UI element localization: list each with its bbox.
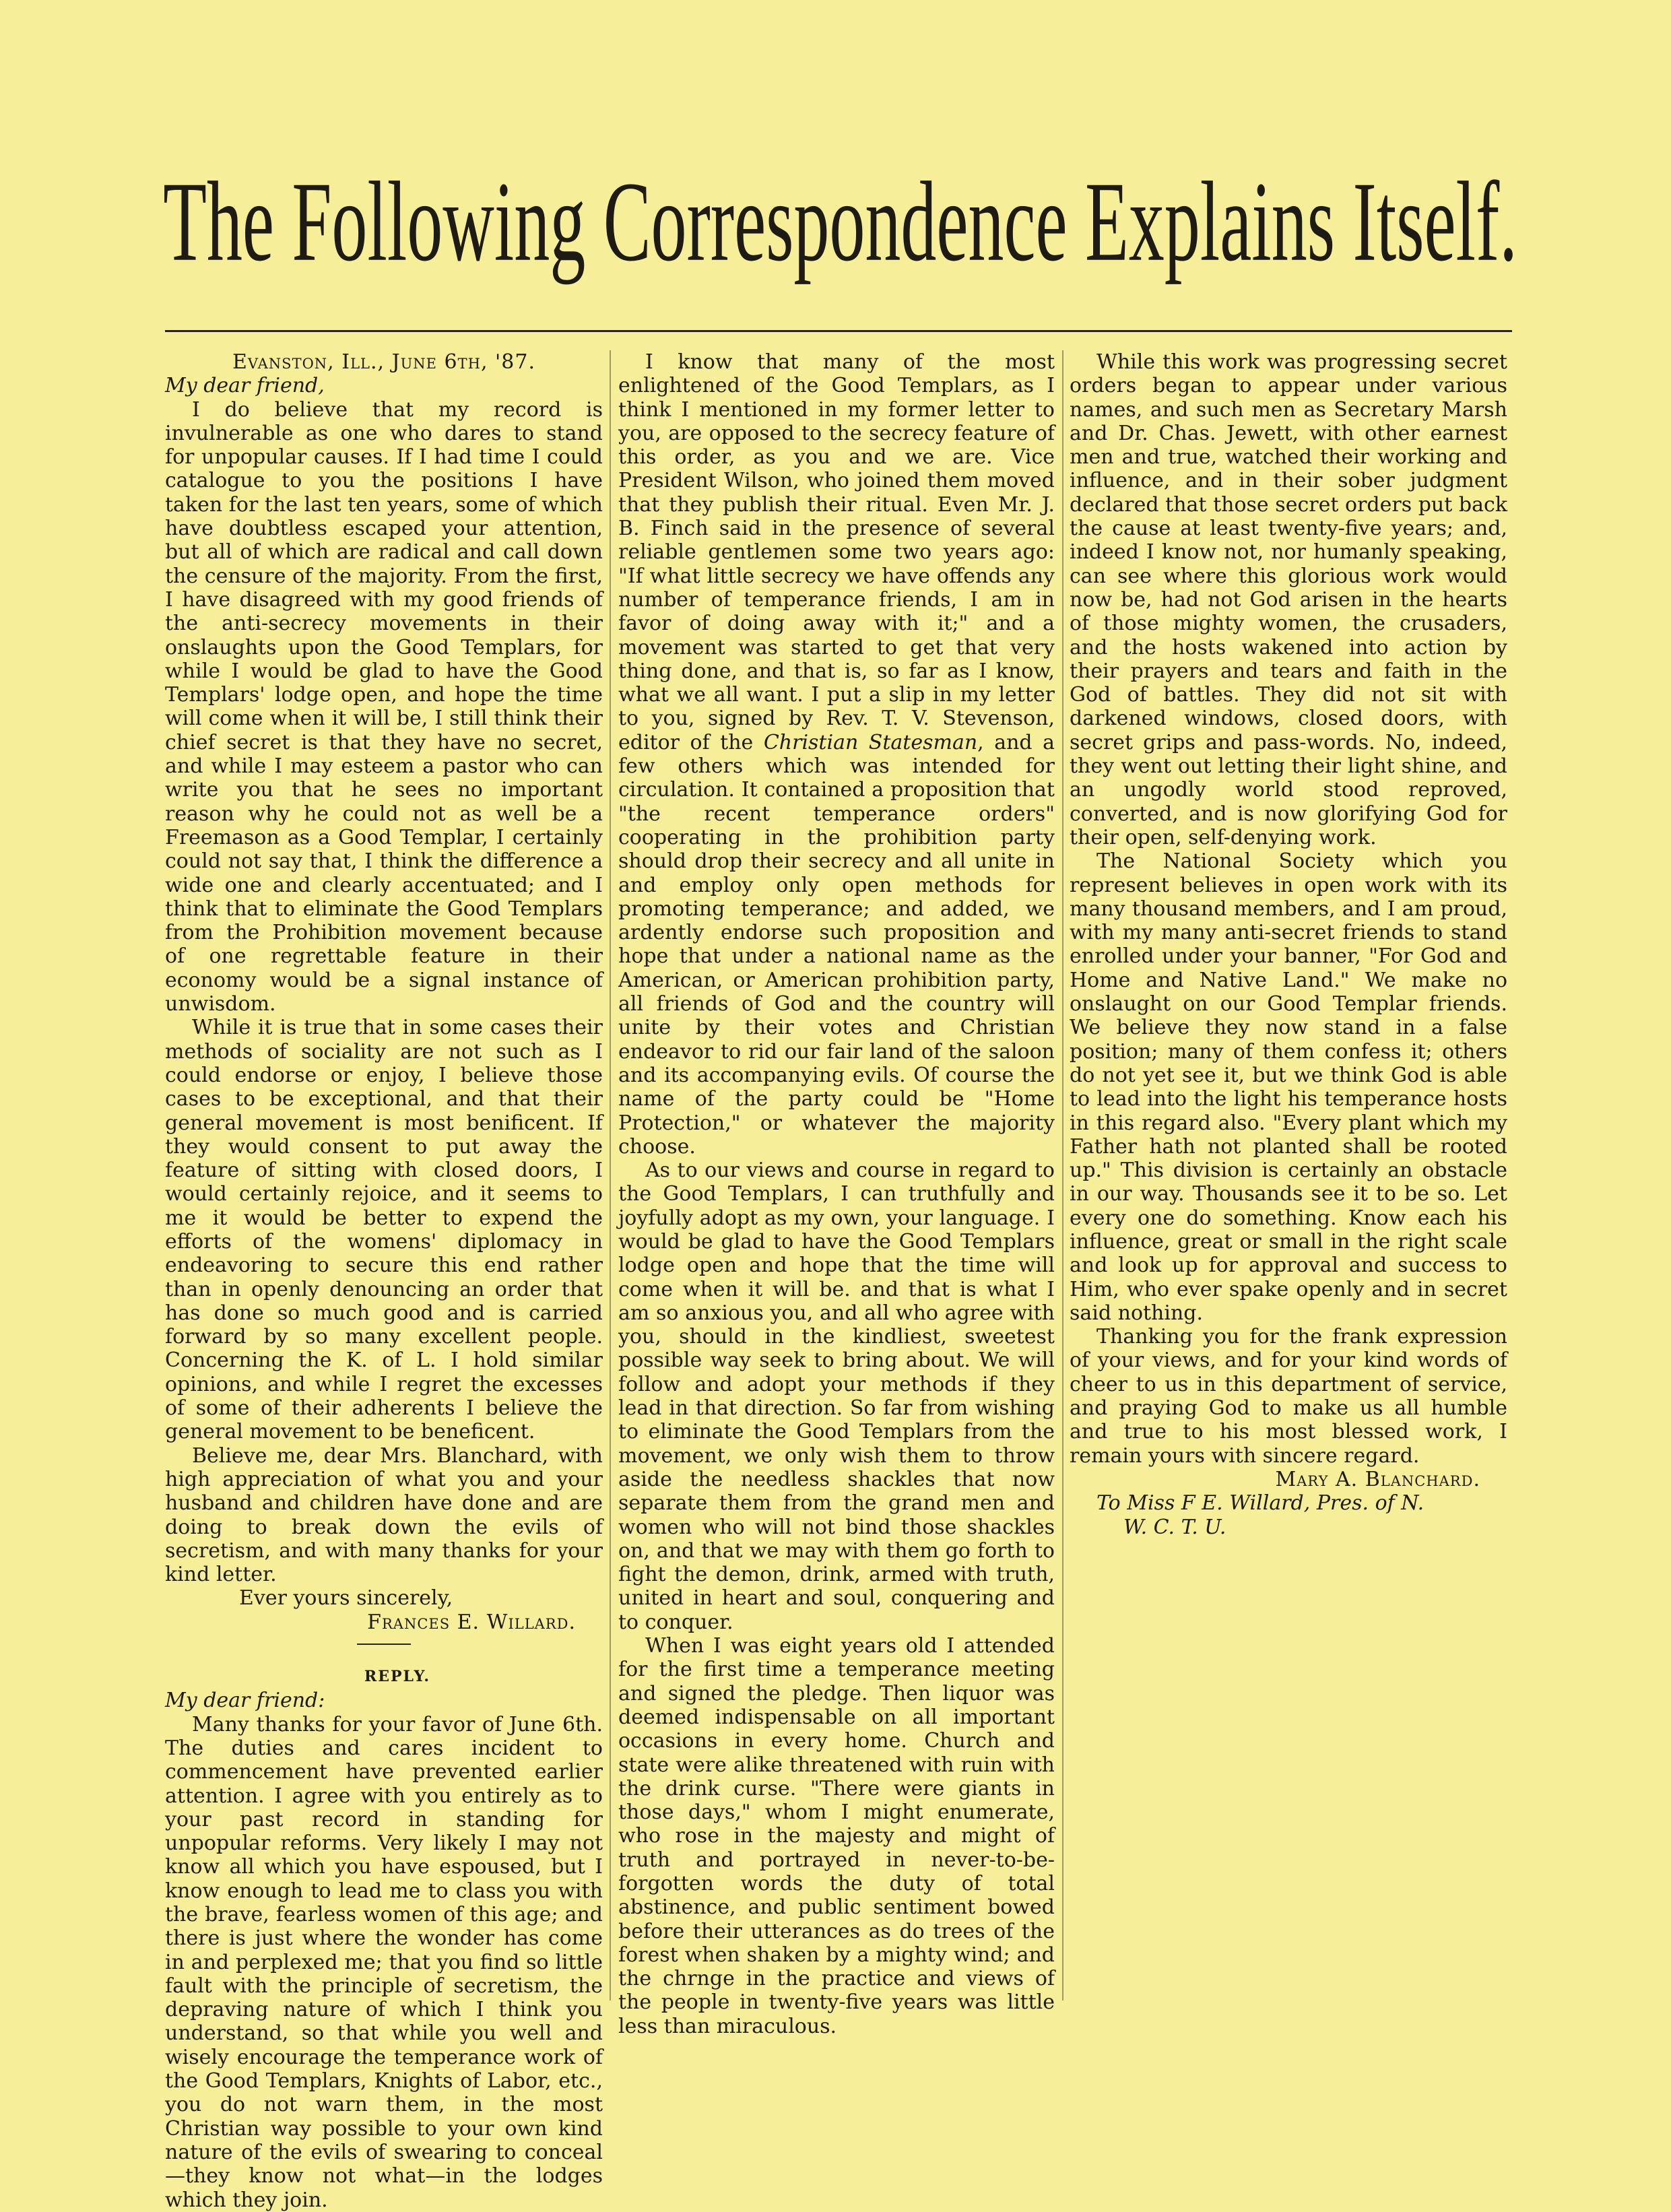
section-divider [357, 1644, 411, 1645]
letter-paragraph-3: Believe me, dear Mrs. Blanchard, with high appreciation of what you and your husband and children have done and are doing to break down the evils of secretism, and with many thanks for your kind letter. [165, 1443, 603, 1587]
letter-closing: Ever yours sincerely, [239, 1586, 453, 1611]
reply-paragraph-4: When I was eight years old I attended for the first time a temperance meeting and signed the pledge. Then liquor was deemed indispensable on all important occasions in every home. Church and state were alike threatened with ruin with the drink curse. "There were giants in those days," whom I might enumerate, who rose in the majesty and might of truth and portrayed in never-to-be-forgotten words the duty of total abstinence, and public sentiment bowed before their utterances as do trees of the forest when shaken by a mighty wind; and the chrnge in the practice and views of the people in twenty-five years was little less than miraculous. [618, 1634, 1055, 2038]
reply-paragraph-5: While this work was progressing secret orders began to appear under various names, and such men as Secretary Marsh and Dr. Chas. Jewett, with other earnest men and true, watched their working and influence, and in their sober judgment declared that those secret orders put back the cause at least twenty-five years; and, indeed I know not, nor humanly speaking, can see where this glorious work would now be, had not God arisen in the hearts of those mighty women, the crusaders, and the hosts wakened into action by their prayers and tears and faith in the God of battles. They did not sit with darkened windows, closed doors, with secret grips and pass-words. No, indeed, they went out letting their light shine, and an ungodly world stood reproved, converted, and is now glorifying God for their open, self-denying work. [1070, 350, 1507, 849]
column-divider-2 [1062, 350, 1063, 2000]
reply-paragraph-2-part-b: , and a few others which was intended for circulation. It contained a proposition that "the recent temperance orders" cooperating in the prohibition party should drop their secrecy and all unite in and employ only open methods for promoting temperance; and added, we ardently endorse such proposition and hope that under a national name as the American, or American prohibition party, all friends of God and the country will unite by their votes and Christian endeavor to rid our fair land of the saloon and its accompanying evils. Of course the name of the party could be "Home Protection," or whatever the majority choose. [618, 730, 1055, 1159]
letter-salutation: My dear friend, [165, 374, 325, 398]
reply-address-line-1: To Miss F E. Willard, Pres. of N. [1096, 1491, 1424, 1516]
reply-address [1070, 1491, 1507, 1539]
column-1 [165, 350, 603, 2212]
reply-paragraph-6: The National Society which you represent believes in open work with its many thousand members, and I am proud, with my many anti-secret friends to stand enrolled under your banner, "For God and Home and Native Land." We make no onslaught on our Good Templar friends. We believe they now stand in a false position; many of them confess it; others do not yet see it, but we think God is able to lead into the light his temperance hosts in this regard also. "Every plant which my Father hath not planted shall be rooted up." This division is certainly an obstacle in our way. Thousands see it to be so. Let every one do something. Know each his influence, great or small in the right scale and look up for approval and success to Him, who ever spake openly and in secret said nothing. [1070, 849, 1507, 1325]
column-divider-1 [610, 350, 611, 2000]
letter-signature: Frances E. Willard. [367, 1610, 576, 1634]
column-3 [1070, 350, 1507, 2021]
reply-heading: REPLY. [364, 1668, 431, 1686]
reply-signature: Mary A. Blanchard. [1275, 1467, 1480, 1491]
letter-paragraph-1: I do believe that my record is invulnerable as one who dares to stand for unpopular causes. If I had time I could catalogue to you the positions I have taken for the last ten years, some of which have doubtless escaped your attention, but all of which are radical and call down the censure of the majority. From the first, I have disagreed with my good friends of the anti-secrecy movements in their onslaughts upon the Good Templars, for while I would be glad to have the Good Templars' lodge open, and hope the time will come when it will be, I still think their chief secret is that they have no secret, and while I may esteem a pastor who can write you that he sees no important reason why he could not as well be a Freemason as a Good Templar, I certainly could not say that, I think the difference a wide one and clearly accentuated; and I think that to eliminate the Good Templars from the Prohibition movement because of one regrettable feature in their economy would be a signal instance of unwisdom. [165, 397, 603, 1016]
reply-paragraph-2-part-a: I know that many of the most enlightened of the Good Templars, as I think I mentioned in my former letter to you, are opposed to the secrecy feature of this order, as you and we are. Vice President Wilson, who joined them moved that they publish their ritual. Even Mr. J. B. Finch said in the presence of several reliable gentlemen some two years ago: "If what little secrecy we have offends any number of temperance friends, I am in favor of doing away with it;" and a movement was started to get that very thing done, and that is, so far as I know, what we all want. I put a slip in my letter to you, signed by Rev. T. V. Stevenson, editor of the [618, 350, 1055, 754]
reply-address-line-2: W. C. T. U. [1123, 1515, 1226, 1539]
reply-salutation: My dear friend: [165, 1689, 325, 1713]
title-rule [165, 330, 1512, 332]
letter-paragraph-2: While it is true that in some cases their methods of sociality are not such as I could endorse or enjoy, I believe those cases to be exceptional, and that their general movement is most benificent. If they would consent to put away the feature of sitting with closed doors, I would certainly rejoice, and it seems to me it would be better to expend the efforts of the womens' diplomacy in endeavoring to secure this end rather than in openly denouncing an order that has done so much good and is carried forward by so many excellent people. Concerning the K. of L. I hold similar opinions, and while I regret the excesses of some of their adherents I believe the general movement to be beneficent. [165, 1016, 603, 1444]
letter-dateline: Evanston, Ill., June 6th, '87. [232, 350, 535, 374]
reply-paragraph-1: Many thanks for your favor of June 6th. The duties and cares incident to commencement have prevented earlier attention. I agree with you entirely as to your past record in standing for unpopular reforms. Very likely I may not know all which you have espoused, but I know enough to lead me to class you with the brave, fearless women of this age; and there is just where the wonder has come in and perplexed me; that you find so little fault with the principle of secretism, the depraving nature of which I think you understand, so that while you well and wisely encourage the temperance work of the Good Templars, Knights of Labor, etc., you do not warn them, in the most Christian way possible to your own kind nature of the evils of swearing to conceal—they know not what—in the lodges which they join. [165, 1712, 603, 2212]
reply-paragraph-7: Thanking you for the frank expression of your views, and for your kind words of cheer to us in this department of service, and praying God to make us all humble and true to his most blessed work, I remain yours with sincere regard. [1070, 1325, 1507, 1468]
column-2 [618, 350, 1055, 2038]
page-title: The Following Correspondence Explains Itself. [163, 158, 1517, 285]
newspaper-title: Christian Statesman [763, 730, 978, 754]
reply-paragraph-3: As to our views and course in regard to the Good Templars, I can truthfully and joyfully adopt as my own, your language. I would be glad to have the Good Templars lodge open and hope that the time will come when it will be. and that is what I am so anxious you, and all who agree with you, should in the kindliest, sweetest possible way seek to bring about. We will follow and adopt your methods if they lead in that direction. So far from wishing to eliminate the Good Templars from the movement, we only wish them to throw aside the needless shackles that now separate them from the grand men and women who will not bind those shackles on, and that we may with them go forth to fight the demon, drink, armed with truth, united in heart and soul, conquering and to conquer. [618, 1159, 1055, 1634]
reply-paragraph-2 [618, 350, 1055, 1159]
